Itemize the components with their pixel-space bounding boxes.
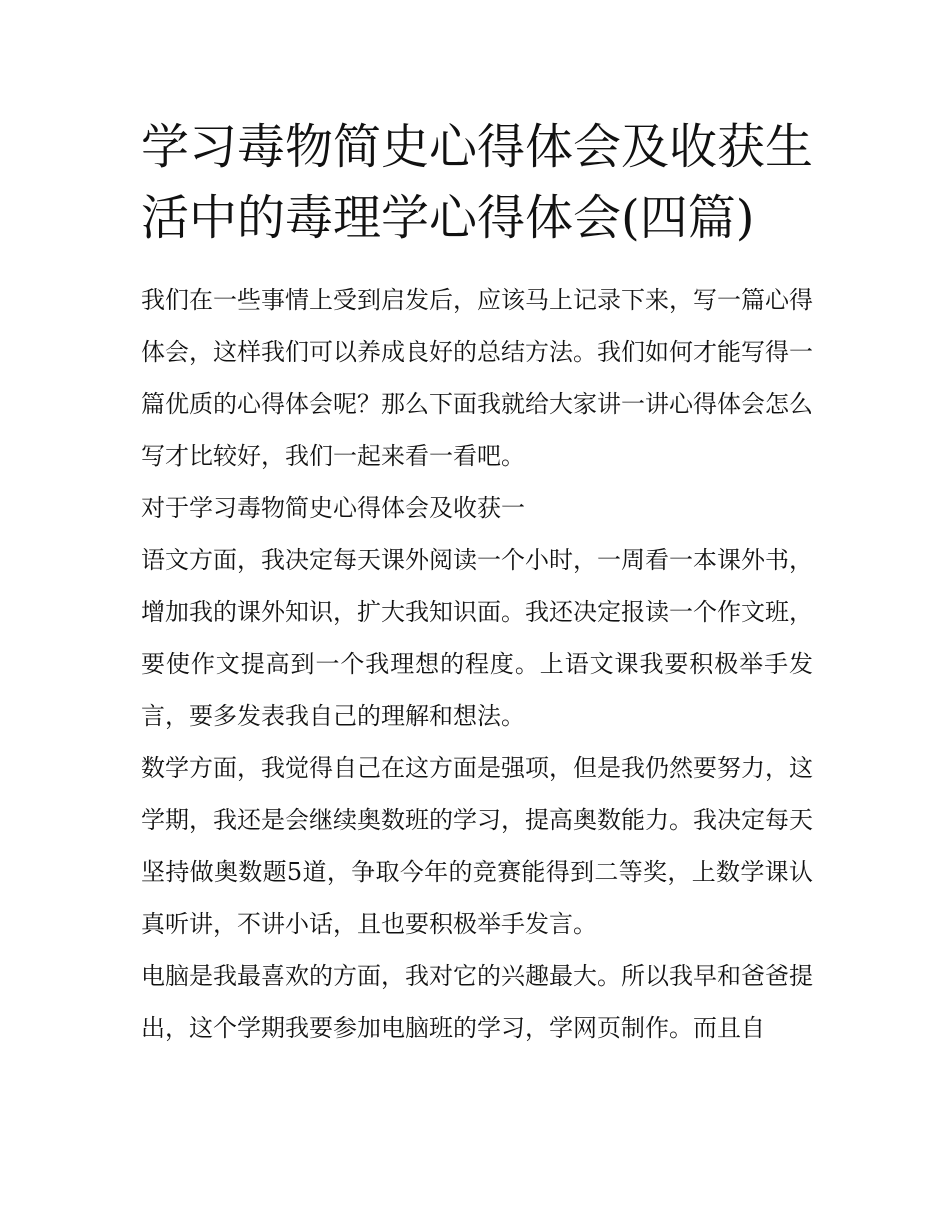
document-body <box>141 112 813 1054</box>
document-title: 学习毒物简史心得体会及收获生活中的毒理学心得体会(四篇) <box>141 119 814 246</box>
math-paragraph: 数学方面，我觉得自己在这方面是强项，但是我仍然要努力，这学期，我还是会继续奥数班的学习，提高奥数能力。我决定每天坚持做奥数题5道，争取今年的竞赛能得到二等奖，上数学课认真听讲，不讲小话，且也要积极举手发言。 <box>141 754 813 938</box>
section-heading: 对于学习毒物简史心得体会及收获一 <box>141 494 525 522</box>
chinese-paragraph: 语文方面，我决定每天课外阅读一个小时，一周看一本课外书，增加我的课外知识，扩大我知识面。我还决定报读一个作文班，要使作文提高到一个我理想的程度。上语文课我要积极举手发言，要多发表我自己的理解和想法。 <box>141 546 813 730</box>
intro-paragraph: 我们在一些事情上受到启发后，应该马上记录下来，写一篇心得体会，这样我们可以养成良好的总结方法。我们如何才能写得一篇优质的心得体会呢？那么下面我就给大家讲一讲心得体会怎么写才比较好，我们一起来看一看吧。 <box>141 286 813 470</box>
computer-paragraph: 电脑是我最喜欢的方面，我对它的兴趣最大。所以我早和爸爸提出，这个学期我要参加电脑班的学习，学网页制作。而且自 <box>141 962 813 1042</box>
